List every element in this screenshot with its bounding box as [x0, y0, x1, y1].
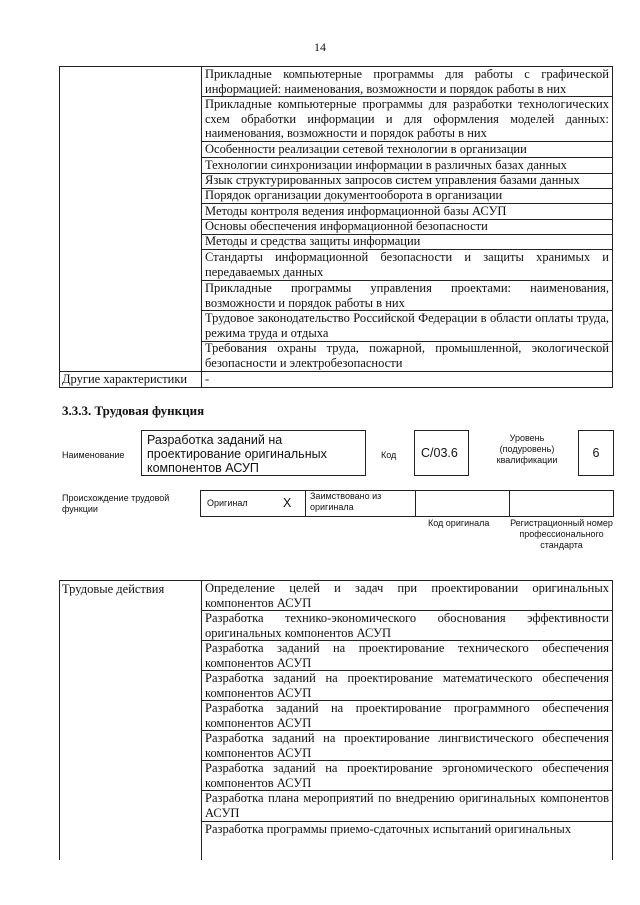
level-box	[578, 430, 614, 476]
knowledge-row: Основы обеспечения информационной безопасности	[205, 219, 488, 233]
action-row: Разработка программы приемо-сдаточных испытаний оригинальных	[205, 822, 572, 836]
level-label: Уровень (подуровень) квалификации	[496, 433, 558, 465]
other-characteristics-label: Другие характеристики	[62, 372, 188, 386]
knowledge-row: Методы контроля ведения информационной базы АСУП	[205, 204, 507, 218]
code-value: C/03.6	[421, 446, 458, 460]
other-characteristics-value: -	[205, 372, 210, 386]
action-row: Разработка заданий на проектирование математического обеспечения компонентов АСУП	[205, 671, 609, 700]
section-heading: 3.3.3. Трудовая функция	[62, 403, 205, 418]
reg-number-caption: Регистрационный номер профессионального стандарта	[510, 518, 613, 550]
action-row: Разработка плана мероприятий по внедрению оригинальных компонентов АСУП	[205, 791, 609, 820]
knowledge-row: Стандарты информационной безопасности и защиты хранимых и передаваемых данных	[205, 250, 609, 279]
original-label: Оригинал	[207, 498, 248, 508]
action-row: Разработка заданий на проектирование эргономического обеспечения компонентов АСУП	[205, 761, 609, 790]
action-row: Разработка заданий на проектирование программного обеспечения компонентов АСУП	[205, 701, 609, 730]
code-label: Код	[381, 450, 397, 460]
knowledge-row: Технологии синхронизации информации в различных базах данных	[205, 158, 567, 172]
knowledge-row: Прикладные компьютерные программы для разработки технологических схем обработки информации и для оформления моделей данных: наименования, возможности и порядок работы в них	[205, 97, 609, 140]
actions-label: Трудовые действия	[62, 582, 165, 596]
page-number: 14	[314, 40, 326, 54]
knowledge-row: Порядок организации документооборота в организации	[205, 188, 503, 202]
level-value: 6	[592, 446, 600, 460]
knowledge-row: Язык структурированных запросов систем управления базами данных	[205, 173, 580, 187]
knowledge-row: Методы и средства защиты информации	[205, 234, 421, 248]
action-row: Разработка технико-экономического обоснования эффективности оригинальных компонентов АСУП	[205, 611, 609, 640]
code-original-caption: Код оригинала	[428, 518, 490, 528]
origin-label: Происхождение трудовой функции	[62, 493, 170, 514]
action-row: Разработка заданий на проектирование лингвистического обеспечения компонентов АСУП	[205, 731, 609, 760]
knowledge-row: Прикладные компьютерные программы для работы с графической информацией: наименования, возможности и порядок работы в них	[205, 67, 609, 96]
code-box	[414, 430, 469, 476]
name-box	[141, 430, 366, 476]
name-label: Наименование	[62, 450, 125, 460]
name-value: Разработка заданий на проектирование оригинальных компонентов АСУП	[147, 433, 327, 475]
original-mark: X	[283, 496, 292, 510]
knowledge-row: Требования охраны труда, пожарной, промышленной, экологической безопасности и электробезопасности	[205, 341, 609, 370]
action-row: Определение целей и задач при проектировании оригинальных компонентов АСУП	[205, 581, 609, 610]
borrowed-label: Заимствовано из оригинала	[310, 491, 382, 512]
knowledge-row: Прикладные программы управления проектами: наименования, возможности и порядок работы в них	[205, 281, 609, 310]
knowledge-row: Особенности реализации сетевой технологии в организации	[205, 142, 527, 156]
action-row: Разработка заданий на проектирование технического обеспечения компонентов АСУП	[205, 641, 609, 670]
knowledge-row: Трудовое законодательство Российской Федерации в области оплаты труда, режима труда и отдыха	[205, 311, 609, 340]
